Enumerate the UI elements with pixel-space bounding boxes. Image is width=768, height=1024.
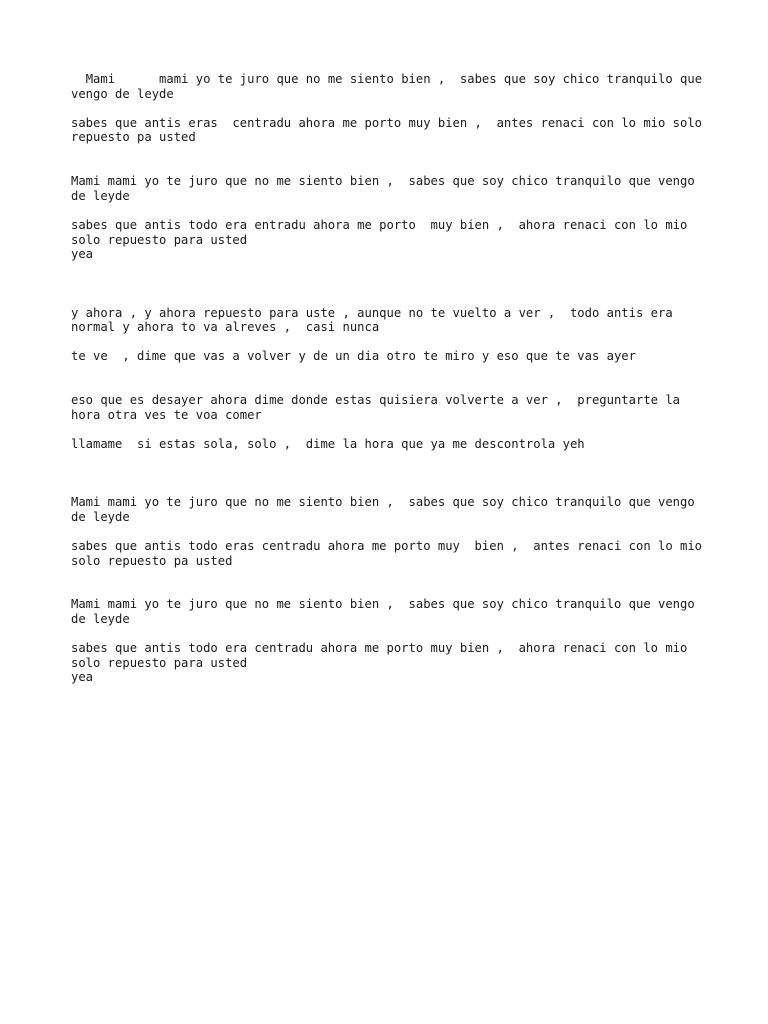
paragraph-11: Mami mami yo te juro que no me siento bien , sabes que soy chico tranquilo que vengo de leyde (71, 597, 703, 626)
paragraph-6: te ve , dime que vas a volver y de un dia otro te miro y eso que te vas ayer (71, 349, 636, 364)
paragraph-spacer (71, 568, 711, 597)
paragraph-5: y ahora , y ahora repuesto para uste , aunque no te vuelto a ver , todo antis era normal y ahora to va alreves , casi nunca (71, 305, 681, 335)
paragraph-2: sabes que antis eras centradu ahora me porto muy bien , antes renaci con lo mio solo repuesto pa usted (71, 115, 710, 145)
paragraph-8: llamame si estas sola, solo , dime la hora que ya me descontrola yeh (71, 436, 585, 451)
lyrics-text-body (71, 72, 711, 685)
paragraph-1: Mami mami yo te juro que no me siento bien , sabes que soy chico tranquilo que vengo de leyde (71, 72, 710, 101)
paragraph-spacer (71, 335, 711, 350)
paragraph-spacer (71, 451, 711, 495)
paragraph-spacer (71, 524, 711, 539)
paragraph-12: sabes que antis todo era centradu ahora me porto muy bien , ahora renaci con lo mio solo repuesto para usted yea (71, 641, 688, 685)
paragraph-3: Mami mami yo te juro que no me siento bien , sabes que soy chico tranquilo que vengo de leyde (71, 174, 703, 203)
paragraph-spacer (71, 364, 711, 393)
paragraph-spacer (71, 422, 711, 437)
paragraph-10: sabes que antis todo eras centradu ahora me porto muy bien , antes renaci con lo mio solo repuesto pa usted (71, 539, 710, 568)
paragraph-4: sabes que antis todo era entradu ahora me porto muy bien , ahora renaci con lo mio solo repuesto para usted yea (71, 217, 688, 262)
paragraph-spacer (71, 101, 711, 116)
paragraph-spacer (71, 145, 711, 174)
paragraph-spacer (71, 627, 711, 642)
paragraph-spacer (71, 262, 711, 306)
paragraph-7: eso que es desayer ahora dime donde estas quisiera volverte a ver , preguntarte la hora otra ves te voa comer (71, 393, 688, 422)
paragraph-9: Mami mami yo te juro que no me siento bien , sabes que soy chico tranquilo que vengo de leyde (71, 495, 703, 524)
paragraph-spacer (71, 203, 711, 218)
